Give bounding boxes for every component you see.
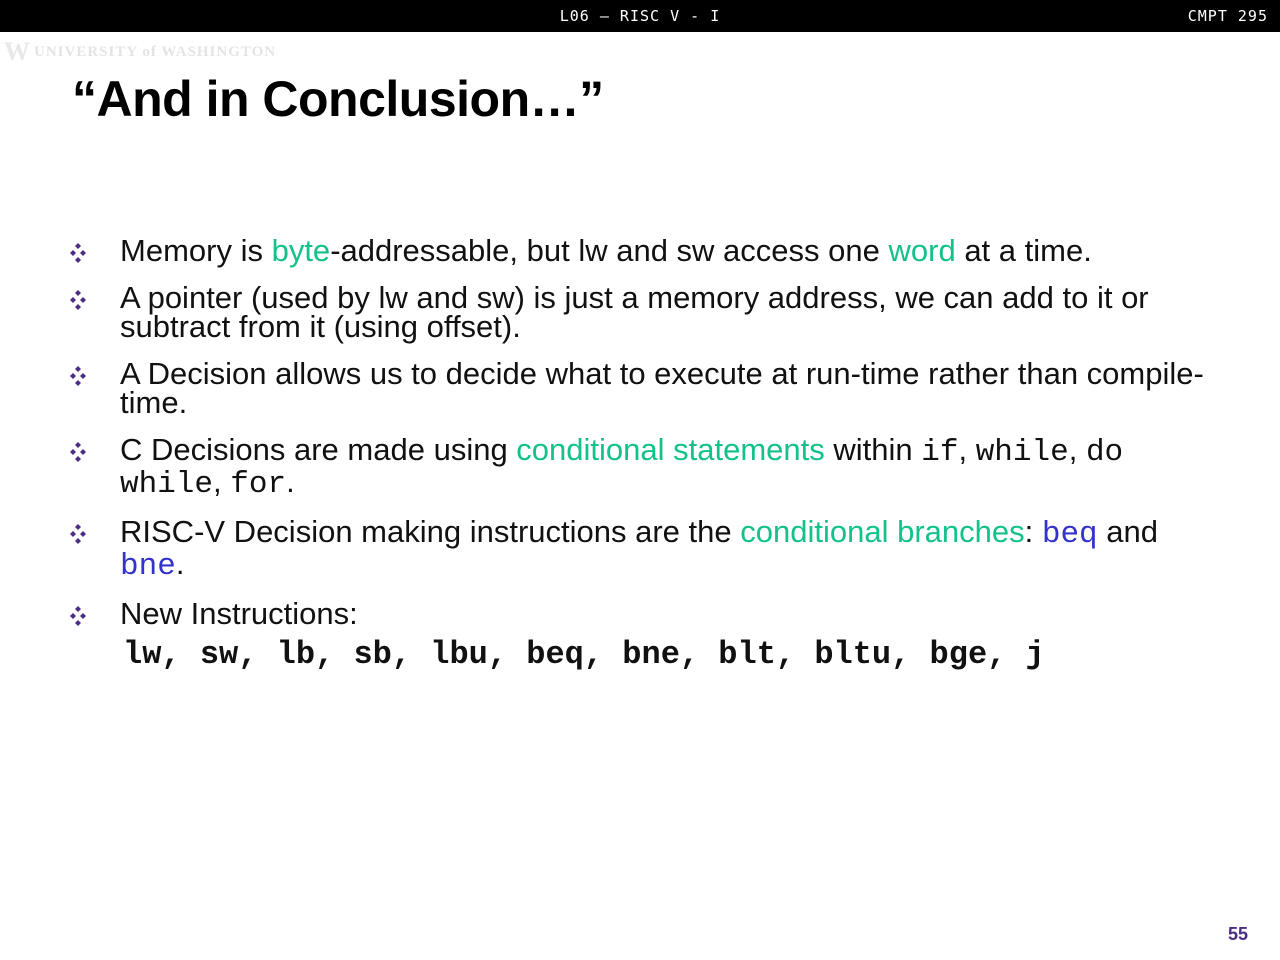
bullet-text-segment: beq [1041,517,1098,552]
bullet-text-segment: -addressable, but lw and sw access one [330,233,889,268]
four-diamond-bullet-icon [68,442,88,462]
bullet-text-segment: A Decision allows us to decide what to execute at run-time rather than compile-time. [120,356,1204,420]
bullet-item [68,356,1208,420]
bullet-text-segment: and [1097,514,1158,549]
bullet-text-segment: if [921,435,959,470]
bullet-text-segment: , [213,464,231,499]
university-logo [4,37,277,66]
bullet-text-segment: C Decisions are made using [120,432,517,467]
bullet-text-segment: , [1068,432,1086,467]
bullet-item [68,432,1208,502]
bullet-item [68,233,1208,268]
slide-title: “And in Conclusion…” [72,71,604,127]
lecture-title: L06 – RISC V - I [559,7,721,25]
four-diamond-bullet-icon [68,243,88,263]
bullet-text-segment: . [175,546,185,581]
bullet-text-segment: A pointer (used by lw and sw) is just a memory address, we can add to it or subtract from it (using offset). [120,280,1149,344]
bullet-text-segment: . [286,464,295,499]
bullet-text-segment: bne [120,549,176,584]
bullet-text-segment: within [824,432,922,467]
four-diamond-bullet-icon [68,366,88,386]
bullet-text-segment: : [1024,514,1042,549]
bullet-text-segment: while [975,435,1069,470]
bullet-text-segment: for [230,467,287,502]
bullet-item [68,596,1208,631]
university-name: UNIVERSITY of WASHINGTON [34,43,277,60]
bullet-list [68,233,1208,646]
four-diamond-bullet-icon [68,524,88,544]
bullet-text-segment: conditional branches [740,514,1025,549]
bullet-text-segment: Memory is [120,233,272,268]
page-number: 55 [1227,924,1248,944]
bullet-text-segment: byte [271,233,331,268]
bullet-item [68,280,1208,344]
header-bar [0,0,1280,32]
new-instructions-list: lw, sw, lb, sb, lbu, beq, bne, blt, bltu, bge, j [123,636,1045,673]
four-diamond-bullet-icon [68,290,88,310]
bullet-text-segment: conditional statements [516,432,825,467]
bullet-text-segment: , [958,432,976,467]
bullet-text-segment: word [888,233,956,268]
bullet-text-segment: do while [120,435,1124,502]
four-diamond-bullet-icon [68,606,88,626]
course-code: CMPT 295 [1187,7,1268,25]
bullet-item [68,514,1208,584]
bullet-text-segment: New Instructions: [120,596,358,631]
bullet-text-segment: RISC-V Decision making instructions are the [120,514,741,549]
bullet-text-segment: at a time. [955,233,1092,268]
uw-w-icon: W [4,37,30,66]
